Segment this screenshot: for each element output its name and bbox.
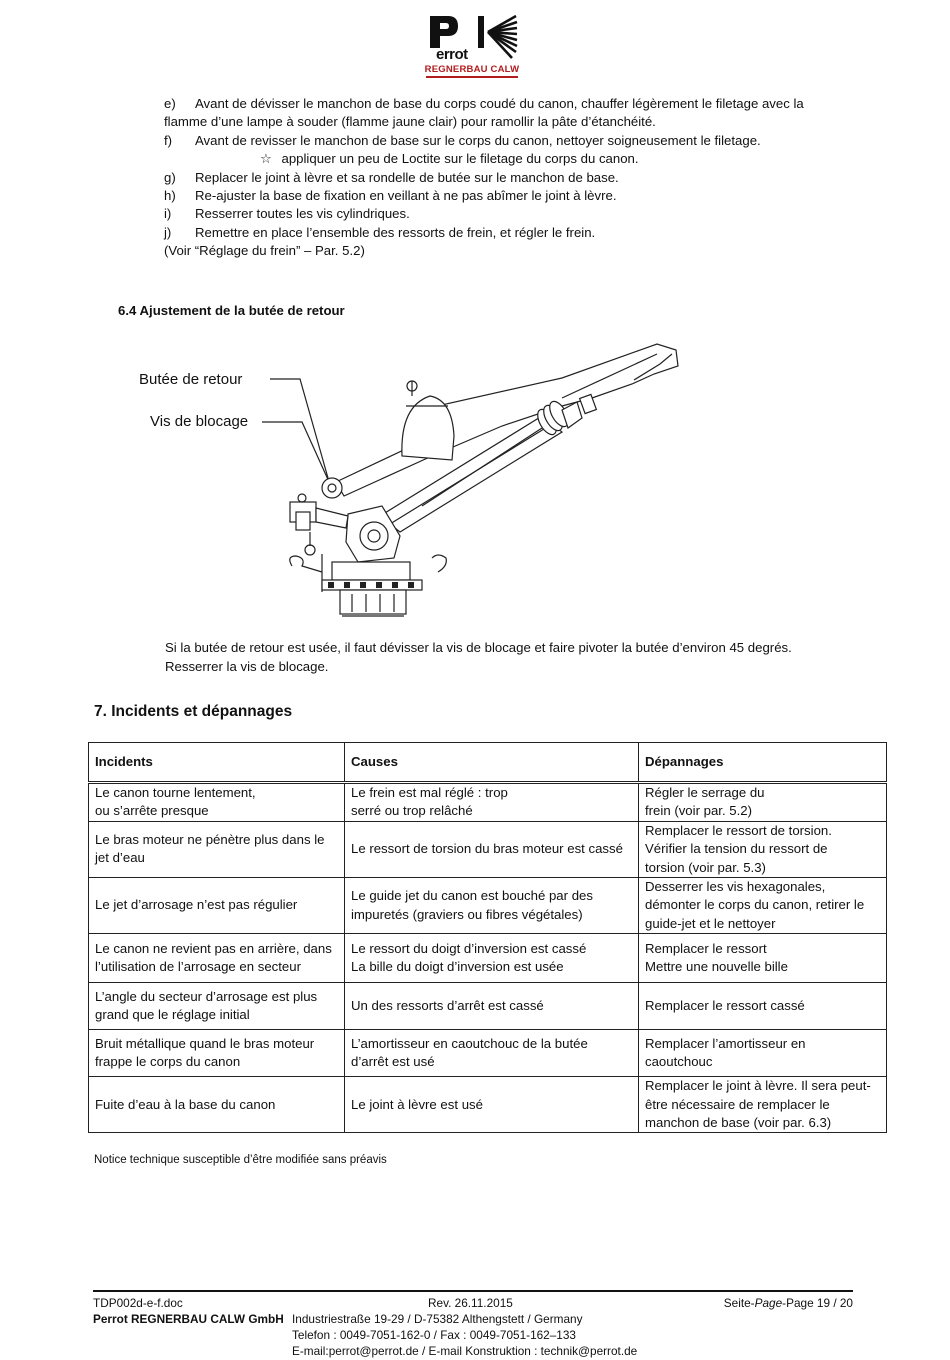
cell-line: Le joint à lèvre est usé: [351, 1096, 483, 1112]
adjustment-paragraph: [165, 638, 865, 676]
cell-line: Le jet d’arrosage n’est pas régulier: [95, 897, 298, 913]
step-f: [164, 132, 854, 150]
cell-line: frappe le corps du canon: [95, 1054, 241, 1070]
column-header-depannages: Dépannages: [639, 743, 887, 783]
paragraph-line: Si la butée de retour est usée, il faut dévisser la vis de blocage et faire pivoter la butée d’environ 45 degrés.: [165, 640, 792, 655]
footer-divider: [93, 1290, 853, 1292]
incident-cell: [89, 783, 345, 822]
cause-cell: [345, 934, 639, 983]
page-footer: [93, 1295, 853, 1359]
fix-cell: [639, 1030, 887, 1077]
cell-line: frein (voir par. 5.2): [645, 803, 753, 819]
notice-text: Notice technique susceptible d’être modifiée sans préavis: [94, 1154, 387, 1166]
incident-cell: [89, 934, 345, 983]
cell-line: guide-jet et le nettoyer: [645, 915, 776, 931]
cell-line: l’utilisation de l’arrosage en secteur: [95, 959, 301, 975]
footer-company: Perrot REGNERBAU CALW GmbH: [93, 1312, 284, 1326]
troubleshooting-table: [88, 742, 887, 1133]
cell-line: être nécessaire de remplacer le: [645, 1096, 830, 1112]
cause-cell: [345, 878, 639, 934]
loctite-note: [164, 150, 854, 168]
svg-text:errot: errot: [436, 46, 468, 62]
label-vis-de-blocage: Vis de blocage: [150, 413, 249, 430]
fix-cell: [639, 1077, 887, 1133]
fix-cell: [639, 983, 887, 1030]
fix-cell: [639, 878, 887, 934]
sprinkler-gun-drawing: [262, 336, 692, 618]
page-word: Page: [754, 1296, 783, 1310]
leader-line-butee: [270, 379, 328, 478]
incident-cell: [89, 1077, 345, 1133]
step-i: [164, 205, 854, 223]
cell-line: Remplacer le ressort: [645, 940, 767, 956]
table-row: [89, 1077, 887, 1133]
step-g: [164, 169, 854, 187]
step-text-continued: (Voir “Réglage du frein” – Par. 5.2): [164, 243, 365, 259]
footer-address: Industriestraße 19-29 / D-75382 Althengstett / Germany: [292, 1312, 583, 1326]
incident-cell: [89, 983, 345, 1030]
footer-phone: Telefon : 0049-7051-162-0 / Fax : 0049-7051-162–133: [292, 1328, 576, 1342]
cell-line: Le canon tourne lentement,: [95, 785, 256, 800]
step-key: j): [164, 224, 172, 240]
cell-line: Fuite d’eau à la base du canon: [95, 1096, 276, 1112]
column-header-causes: Causes: [345, 743, 639, 783]
perrot-logo-icon: [426, 14, 518, 62]
fix-cell: [639, 821, 887, 877]
table-row: [89, 783, 887, 822]
footer-doc-name: TDP002d-e-f.doc: [93, 1296, 183, 1310]
step-text: Replacer le joint à lèvre et sa rondelle de butée sur le manchon de base.: [195, 169, 619, 185]
step-text: Resserrer toutes les vis cylindriques.: [195, 206, 410, 222]
step-text: Remettre en place l’ensemble des ressorts de frein, et régler le frein.: [195, 224, 596, 240]
step-key: e): [164, 96, 176, 111]
cause-cell: [345, 1077, 639, 1133]
step-key: h): [164, 188, 176, 204]
table-row: [89, 1030, 887, 1077]
cell-line: démonter le corps du canon, retirer le: [645, 897, 865, 913]
cause-cell: [345, 983, 639, 1030]
footer-page-number: [724, 1295, 853, 1311]
cause-cell: [345, 783, 639, 822]
footer-revision: Rev. 26.11.2015: [428, 1296, 513, 1310]
step-h: [164, 187, 854, 205]
cell-line: Le frein est mal réglé : trop: [351, 785, 508, 800]
cell-line: Le ressort du doigt d’inversion est cassé: [351, 940, 587, 956]
cell-line: jet d’eau: [95, 850, 145, 866]
fix-cell: [639, 934, 887, 983]
cell-line: Vérifier la tension du ressort de: [645, 841, 828, 857]
step-text: Avant de dévisser le manchon de base du corps coudé du canon, chauffer légèrement le filetage avec la: [195, 96, 804, 111]
logo-subtitle: REGNERBAU CALW: [424, 64, 520, 75]
cell-line: Remplacer le ressort de torsion.: [645, 822, 832, 838]
step-key: f): [164, 132, 173, 148]
paragraph-line: Resserrer la vis de blocage.: [165, 659, 329, 674]
cell-line: Un des ressorts d’arrêt est cassé: [351, 998, 544, 1014]
table-row: [89, 821, 887, 877]
cell-line: Régler le serrage du: [645, 785, 765, 800]
step-e: [164, 95, 854, 113]
table-row: [89, 934, 887, 983]
table-row: [89, 983, 887, 1030]
incident-cell: [89, 1030, 345, 1077]
cell-line: L’angle du secteur d’arrosage est plus: [95, 988, 318, 1004]
cell-line: torsion (voir par. 5.3): [645, 859, 766, 875]
page-prefix: Seite-: [723, 1296, 755, 1310]
label-butee-de-retour: Butée de retour: [139, 371, 243, 388]
cause-cell: [345, 821, 639, 877]
cell-line: Le bras moteur ne pénètre plus dans le: [95, 832, 325, 848]
step-j: [164, 224, 854, 242]
cell-line: grand que le réglage initial: [95, 1007, 250, 1023]
cell-line: d’arrêt est usé: [351, 1054, 435, 1070]
cell-line: Le ressort de torsion du bras moteur est cassé: [351, 841, 623, 857]
section-heading-7: 7. Incidents et dépannages: [94, 703, 293, 720]
cell-line: L’amortisseur en caoutchouc de la butée: [351, 1035, 588, 1051]
fix-cell: [639, 783, 887, 822]
cell-line: Bruit métallique quand le bras moteur: [95, 1035, 315, 1051]
cell-line: impuretés (graviers ou fibres végétales): [351, 906, 583, 922]
table-row: [89, 878, 887, 934]
note-text: appliquer un peu de Loctite sur le filetage du corps du canon.: [281, 151, 639, 167]
cell-line: serré ou trop relâché: [351, 803, 473, 819]
step-key: g): [164, 169, 176, 185]
footer-email: E-mail:perrot@perrot.de / E-mail Konstruktion : technik@perrot.de: [292, 1344, 638, 1358]
cell-line: manchon de base (voir par. 6.3): [645, 1115, 832, 1131]
incident-cell: [89, 821, 345, 877]
logo-underline: [426, 76, 518, 78]
cell-line: Le canon ne revient pas en arrière, dans: [95, 940, 332, 956]
step-text-continued: flamme d’une lampe à souder (flamme jaune clair) pour ramollir la pâte d’étanchéité.: [164, 114, 656, 130]
cell-line: Le guide jet du canon est bouché par des: [351, 888, 593, 904]
cell-line: caoutchouc: [645, 1054, 713, 1070]
procedure-steps: [164, 95, 854, 261]
page-suffix: -Page 19 / 20: [782, 1296, 853, 1310]
table-header-row: [89, 743, 887, 783]
cell-line: Remplacer l’amortisseur en: [645, 1035, 806, 1051]
cell-line: Mettre une nouvelle bille: [645, 959, 788, 975]
leader-line-vis: [262, 422, 330, 484]
section-heading-6-4: 6.4 Ajustement de la butée de retour: [118, 303, 345, 318]
column-header-incidents: Incidents: [89, 743, 345, 783]
star-icon: ☆: [260, 151, 272, 167]
cell-line: La bille du doigt d’inversion est usée: [351, 959, 564, 975]
cell-line: Remplacer le joint à lèvre. Il sera peut-: [645, 1078, 871, 1094]
cell-line: ou s’arrête presque: [95, 803, 209, 819]
step-text: Re-ajuster la base de fixation en veillant à ne pas abîmer le joint à lèvre.: [195, 188, 617, 204]
step-key: i): [164, 206, 172, 222]
incident-cell: [89, 878, 345, 934]
cell-line: Desserrer les vis hexagonales,: [645, 879, 826, 895]
cause-cell: [345, 1030, 639, 1077]
step-text: Avant de revisser le manchon de base sur le corps du canon, nettoyer soigneusement le filetage.: [195, 132, 761, 148]
cell-line: Remplacer le ressort cassé: [645, 998, 805, 1014]
company-logo: [424, 14, 520, 78]
